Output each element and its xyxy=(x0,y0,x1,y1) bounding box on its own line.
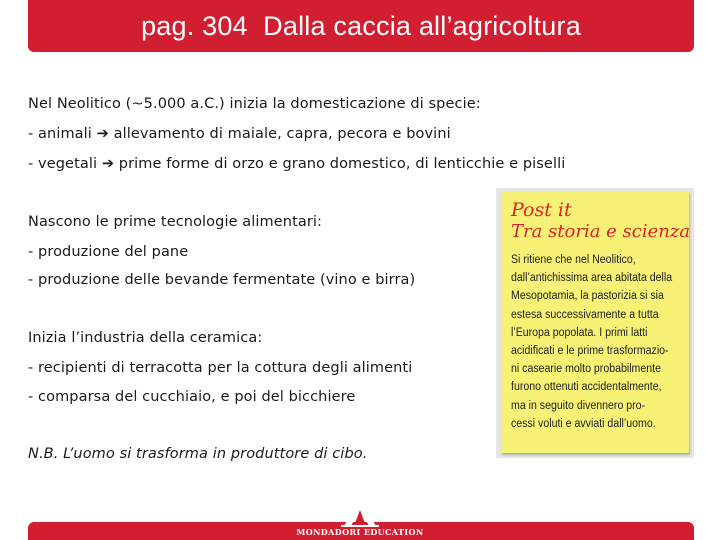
postit-card xyxy=(496,188,694,458)
nb-note xyxy=(28,446,367,462)
postit-line: estesa successivamente a tutta xyxy=(511,308,659,321)
tecnologie-intro: Nascono le prime tecnologie alimentari: xyxy=(28,214,323,230)
vegetali-line xyxy=(28,156,565,172)
postit-body xyxy=(511,251,673,433)
nb-text: N.B. L’uomo si trasforma in produttore di cibo. xyxy=(28,446,368,462)
postit-line: dall’antichissima area abitata della xyxy=(511,272,673,285)
animali-rest: allevamento di maiale, capra, pecora e bovini xyxy=(108,126,451,142)
postit-line: Si ritiene che nel Neolitico, xyxy=(511,254,636,266)
postit-line: cessi voluti e avviati dall’uomo. xyxy=(511,417,656,430)
neolitico-line xyxy=(28,96,481,112)
postit-subheading: Tra storia e scienza xyxy=(511,221,691,242)
neolitico-rest: (~5.000 a.C.) inizia la domesticazione di specie: xyxy=(120,96,481,112)
postit-heading: Post it xyxy=(511,199,572,221)
recipienti-item: - recipienti di terracotta per la cottura degli alimenti xyxy=(28,360,413,376)
postit-line: ni casearie molto probabilmente xyxy=(511,363,661,376)
page-title: pag. 304 Dalla caccia all’agricoltura xyxy=(141,10,581,41)
logo-text: MONDADORI EDUCATION xyxy=(296,527,424,537)
neolitico-prefix: Nel xyxy=(28,96,57,112)
neolitico-keyword: Neolitico xyxy=(56,96,121,112)
pane-item: - produzione del pane xyxy=(28,244,189,260)
vegetali-rest: prime forme di orzo e grano domestico, di lenticchie e piselli xyxy=(114,156,566,172)
cucchiaio-item: - comparsa del cucchiaio, e poi del bicchiere xyxy=(28,389,356,405)
postit-line: l’Europa popolata. I primi latti xyxy=(511,326,648,339)
postit-line: Mesopotamia, la pastorizia si sia xyxy=(511,290,664,303)
arrow-icon: ➔ xyxy=(101,156,115,172)
vegetali-prefix: - vegetali xyxy=(28,156,102,172)
postit-note xyxy=(501,191,689,453)
bevande-item: - produzione delle bevande fermentate (vino e birra) xyxy=(28,272,416,288)
postit-line: ma in seguito divennero pro- xyxy=(511,399,646,412)
postit-line: furono ottenuti accidentalmente, xyxy=(511,381,662,394)
mondadori-logo xyxy=(290,496,430,540)
title-bar xyxy=(28,0,694,52)
animali-line xyxy=(28,126,451,142)
logo-mark-icon xyxy=(290,496,430,528)
arrow-icon: ➔ xyxy=(96,126,109,142)
postit-line: acidificati e le prime trasformazio- xyxy=(511,345,669,358)
ceramica-intro: Inizia l’industria della ceramica: xyxy=(28,330,263,346)
animali-prefix: - animali xyxy=(28,126,97,142)
